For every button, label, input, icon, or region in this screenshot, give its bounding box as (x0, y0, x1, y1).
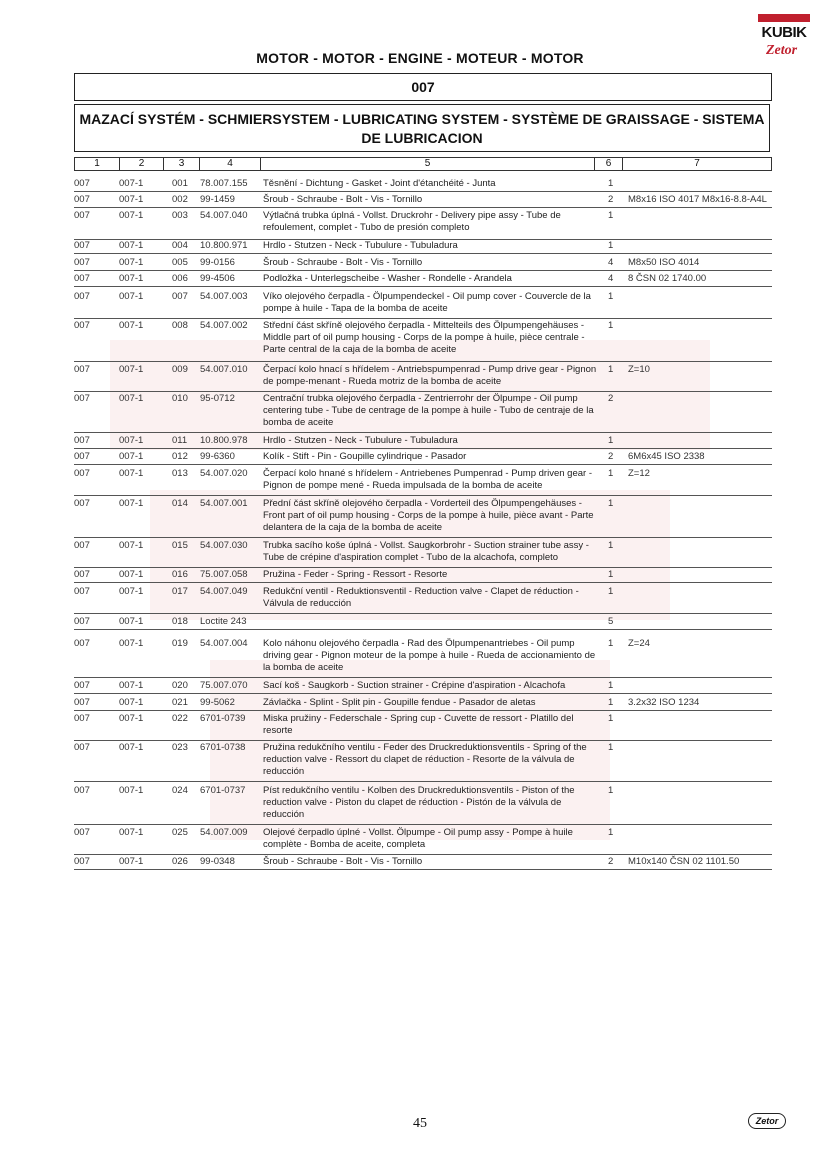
cell-part-number: 99-4506 (200, 273, 235, 284)
row-divider (74, 613, 772, 614)
column-header-row (74, 157, 772, 171)
cell-position: 009 (172, 364, 188, 375)
cell-position: 019 (172, 638, 188, 649)
cell-quantity: 2 (608, 194, 614, 205)
row-divider (74, 824, 772, 825)
cell-description: Pružina - Feder - Spring - Ressort - Resorte (263, 569, 448, 580)
cell-subgroup: 007-1 (119, 393, 144, 404)
row-divider (74, 854, 772, 855)
row-divider (74, 710, 772, 711)
cell-quantity: 2 (608, 451, 614, 462)
cell-part-number: 78.007.155 (200, 178, 248, 189)
table-row (74, 697, 772, 709)
cell-subgroup: 007-1 (119, 240, 144, 251)
table-row (74, 540, 772, 566)
cell-group: 007 (74, 468, 90, 479)
cell-subgroup: 007-1 (119, 785, 144, 796)
cell-quantity: 5 (608, 616, 614, 627)
cell-group: 007 (74, 680, 90, 691)
cell-position: 016 (172, 569, 188, 580)
section-title-box: MAZACÍ SYSTÉM - SCHMIERSYSTEM - LUBRICATING SYSTEM - SYSTÈME DE GRAISSAGE - SISTEMA DE LUBRICACION (74, 104, 770, 152)
cell-subgroup: 007-1 (119, 257, 144, 268)
group-code-box: 007 (74, 73, 772, 101)
row-divider (74, 432, 772, 433)
cell-quantity: 1 (608, 680, 614, 691)
cell-subgroup: 007-1 (119, 498, 144, 509)
table-row (74, 257, 772, 269)
cell-position: 026 (172, 856, 188, 867)
logo-kubik-text: KUBIK (761, 24, 807, 41)
cell-description: Přední část skříně olejového čerpadla - Vorderteil des Ölpumpengehäuses - Front part of oil pump housing - Corps de la pompe à huile, pièce avant - Parte delantera de la caja de la bomba de aceite (263, 498, 594, 533)
cell-position: 003 (172, 210, 188, 221)
cell-description: Těsnění - Dichtung - Gasket - Joint d'étanchéité - Junta (263, 178, 496, 189)
cell-quantity: 2 (608, 393, 614, 404)
table-row (74, 742, 772, 780)
cell-group: 007 (74, 240, 90, 251)
row-divider (74, 537, 772, 538)
cell-part-number: 99-6360 (200, 451, 235, 462)
cell-position: 025 (172, 827, 188, 838)
cell-description: Kolo náhonu olejového čerpadla - Rad des Ölpumpenantriebes - Oil pump driving gear - Pignon moteur de la pompe à huile - Rueda de accionamiento de la bomba de aceite (263, 638, 596, 673)
row-divider (74, 253, 772, 254)
cell-note: Z=10 (628, 364, 650, 375)
cell-subgroup: 007-1 (119, 586, 144, 597)
table-row (74, 638, 772, 676)
cell-group: 007 (74, 586, 90, 597)
cell-part-number: 99-1459 (200, 194, 235, 205)
table-row (74, 468, 772, 494)
cell-part-number: 54.007.049 (200, 586, 248, 597)
cell-description: Podložka - Unterlegscheibe - Washer - Rondelle - Arandela (263, 273, 512, 284)
cell-position: 020 (172, 680, 188, 691)
cell-position: 008 (172, 320, 188, 331)
cell-subgroup: 007-1 (119, 451, 144, 462)
page-number: 45 (413, 1116, 427, 1131)
cell-description: Víko olejového čerpadla - Ölpumpendeckel - Oil pump cover - Couvercle de la pompe à huile - Tapa de la bomba de aceite (263, 291, 591, 314)
cell-group: 007 (74, 210, 90, 221)
cell-position: 022 (172, 713, 188, 724)
cell-quantity: 1 (608, 638, 614, 649)
cell-quantity: 1 (608, 320, 614, 331)
cell-quantity: 1 (608, 586, 614, 597)
cell-group: 007 (74, 785, 90, 796)
table-row (74, 569, 772, 581)
col-header-5: 5 (260, 158, 594, 170)
cell-part-number: 6701-0738 (200, 742, 246, 753)
table-row (74, 616, 772, 628)
cell-position: 011 (172, 435, 188, 446)
logo-band (758, 14, 810, 22)
cell-subgroup: 007-1 (119, 742, 144, 753)
cell-description: Kolík - Stift - Pin - Goupille cylindrique - Pasador (263, 451, 467, 462)
cell-group: 007 (74, 569, 90, 580)
cell-position: 005 (172, 257, 188, 268)
cell-subgroup: 007-1 (119, 713, 144, 724)
cell-subgroup: 007-1 (119, 194, 144, 205)
cell-subgroup: 007-1 (119, 364, 144, 375)
row-divider (74, 740, 772, 741)
cell-part-number: 54.007.002 (200, 320, 248, 331)
cell-description: Píst redukčního ventilu - Kolben des Druckreduktionsventils - Piston of the reduction valve - Piston du clapet de réduction - Pistón de la válvula de reducción (263, 785, 575, 820)
cell-position: 006 (172, 273, 188, 284)
table-row (74, 320, 772, 360)
logo-zetor-text: Zetor (766, 43, 798, 58)
cell-group: 007 (74, 827, 90, 838)
cell-quantity: 1 (608, 569, 614, 580)
cell-position: 023 (172, 742, 188, 753)
cell-position: 013 (172, 468, 188, 479)
table-row (74, 586, 772, 612)
cell-subgroup: 007-1 (119, 856, 144, 867)
cell-subgroup: 007-1 (119, 827, 144, 838)
cell-part-number: 54.007.001 (200, 498, 248, 509)
cell-quantity: 1 (608, 742, 614, 753)
cell-quantity: 1 (608, 210, 614, 221)
cell-note: M8x16 ISO 4017 M8x16-8.8-A4L (628, 194, 767, 205)
kubik-zetor-logo (756, 14, 812, 64)
cell-position: 007 (172, 291, 188, 302)
cell-description: Hrdlo - Stutzen - Neck - Tubulure - Tubuladura (263, 435, 458, 446)
cell-description: Šroub - Schraube - Bolt - Vis - Tornillo (263, 856, 423, 867)
cell-part-number: 99-0156 (200, 257, 235, 268)
cell-note: M8x50 ISO 4014 (628, 257, 700, 268)
cell-description: Centrační trubka olejového čerpadla - Zentrierrohr der Ölpumpe - Oil pump centering tube - Tube de centrage de la pompe à huile - Tubo de centraje de la bomba de aceite (263, 393, 594, 428)
cell-quantity: 1 (608, 827, 614, 838)
cell-note: M10x140 ČSN 02 1101.50 (628, 856, 740, 867)
footer-zetor-logo: Zetor (748, 1113, 786, 1129)
cell-quantity: 1 (608, 468, 614, 479)
cell-description: Olejové čerpadlo úplné - Vollst. Ölpumpe - Oil pump assy - Pompe à huile complète - Bomba de aceite, completa (263, 827, 573, 850)
row-divider (74, 693, 772, 694)
cell-part-number: 75.007.058 (200, 569, 248, 580)
row-divider (74, 391, 772, 392)
cell-note: 6M6x45 ISO 2338 (628, 451, 705, 462)
col-header-2: 2 (119, 158, 163, 170)
cell-quantity: 2 (608, 856, 614, 867)
cell-description: Čerpací kolo hnané s hřídelem - Antriebenes Pumpenrad - Pump driven gear - Pignon de pompe mené - Rueda impulsada de la bomba de aceite (263, 468, 592, 491)
cell-position: 018 (172, 616, 188, 627)
table-row (74, 856, 772, 868)
cell-part-number: 10.800.978 (200, 435, 248, 446)
cell-description: Závlačka - Splint - Split pin - Goupille fendue - Pasador de aletas (263, 697, 536, 708)
cell-part-number: 95-0712 (200, 393, 235, 404)
cell-quantity: 1 (608, 697, 614, 708)
table-row (74, 713, 772, 739)
cell-group: 007 (74, 393, 90, 404)
cell-note: Z=12 (628, 468, 650, 479)
cell-part-number: 54.007.009 (200, 827, 248, 838)
cell-description: Hrdlo - Stutzen - Neck - Tubulure - Tubuladura (263, 240, 458, 251)
cell-subgroup: 007-1 (119, 210, 144, 221)
row-divider (74, 677, 772, 678)
cell-group: 007 (74, 638, 90, 649)
table-row (74, 364, 772, 390)
row-divider (74, 448, 772, 449)
cell-part-number: 54.007.003 (200, 291, 248, 302)
cell-part-number: Loctite 243 (200, 616, 247, 627)
cell-position: 014 (172, 498, 188, 509)
row-divider (74, 207, 772, 208)
cell-position: 012 (172, 451, 188, 462)
table-row (74, 785, 772, 823)
row-divider (74, 286, 772, 287)
cell-note: Z=24 (628, 638, 650, 649)
page-header-title: MOTOR - MOTOR - ENGINE - MOTEUR - MOTOR (256, 50, 584, 66)
row-divider (74, 270, 772, 271)
cell-quantity: 1 (608, 785, 614, 796)
row-divider (74, 318, 772, 319)
table-row (74, 451, 772, 463)
col-header-3: 3 (163, 158, 199, 170)
cell-subgroup: 007-1 (119, 435, 144, 446)
cell-description: Redukční ventil - Reduktionsventil - Reduction valve - Clapet de réduction - Válvula de reducción (263, 586, 579, 609)
cell-description: Šroub - Schraube - Bolt - Vis - Tornillo (263, 257, 423, 268)
cell-description: Pružina redukčního ventilu - Feder des Druckreduktionsventils - Spring of the reduction valve - Ressort du clapet de réduction - Resorte de la válvula de reducción (263, 742, 587, 777)
cell-group: 007 (74, 616, 90, 627)
cell-group: 007 (74, 498, 90, 509)
cell-part-number: 54.007.020 (200, 468, 248, 479)
cell-subgroup: 007-1 (119, 540, 144, 551)
cell-position: 024 (172, 785, 188, 796)
cell-quantity: 1 (608, 240, 614, 251)
cell-subgroup: 007-1 (119, 680, 144, 691)
row-divider (74, 567, 772, 568)
cell-position: 004 (172, 240, 188, 251)
cell-description: Střední část skříně olejového čerpadla - Mittelteils des Ölpumpengehäuses - Middle part of oil pump housing - Corps de la pompe à huile, pièce centrale - Parte central de la caja de la bomba de aceite (263, 320, 585, 355)
col-header-1: 1 (74, 158, 119, 170)
cell-quantity: 4 (608, 257, 614, 268)
cell-subgroup: 007-1 (119, 273, 144, 284)
table-row (74, 291, 772, 317)
cell-quantity: 1 (608, 713, 614, 724)
table-row (74, 498, 772, 536)
cell-part-number: 75.007.070 (200, 680, 248, 691)
table-row (74, 194, 772, 206)
row-divider (74, 781, 772, 782)
cell-group: 007 (74, 742, 90, 753)
row-divider (74, 582, 772, 583)
cell-note: 8 ČSN 02 1740.00 (628, 273, 707, 284)
cell-group: 007 (74, 435, 90, 446)
cell-quantity: 1 (608, 498, 614, 509)
cell-part-number: 54.007.030 (200, 540, 248, 551)
col-header-6: 6 (594, 158, 622, 170)
cell-part-number: 10.800.971 (200, 240, 248, 251)
cell-part-number: 6701-0739 (200, 713, 246, 724)
row-divider (74, 495, 772, 496)
cell-part-number: 54.007.010 (200, 364, 248, 375)
table-row (74, 435, 772, 447)
cell-position: 017 (172, 586, 188, 597)
cell-position: 021 (172, 697, 188, 708)
cell-description: Šroub - Schraube - Bolt - Vis - Tornillo (263, 194, 423, 205)
cell-part-number: 54.007.040 (200, 210, 248, 221)
cell-description: Sací koš - Saugkorb - Suction strainer - Crépine d'aspiration - Alcachofa (263, 680, 566, 691)
row-divider (74, 464, 772, 465)
table-row (74, 178, 772, 190)
cell-part-number: 99-0348 (200, 856, 235, 867)
cell-quantity: 4 (608, 273, 614, 284)
cell-quantity: 1 (608, 364, 614, 375)
cell-description: Trubka sacího koše úplná - Vollst. Saugkorbrohr - Suction strainer tube assy - Tube de crépine d'aspiration complet - Tubo de la alcachofa, completo (263, 540, 589, 563)
cell-part-number: 54.007.004 (200, 638, 248, 649)
row-divider (74, 869, 772, 870)
row-divider (74, 361, 772, 362)
cell-group: 007 (74, 178, 90, 189)
cell-group: 007 (74, 257, 90, 268)
cell-quantity: 1 (608, 178, 614, 189)
cell-part-number: 99-5062 (200, 697, 235, 708)
cell-subgroup: 007-1 (119, 320, 144, 331)
cell-subgroup: 007-1 (119, 178, 144, 189)
cell-position: 002 (172, 194, 188, 205)
cell-subgroup: 007-1 (119, 291, 144, 302)
cell-quantity: 1 (608, 435, 614, 446)
cell-position: 001 (172, 178, 188, 189)
cell-quantity: 1 (608, 291, 614, 302)
cell-description: Čerpací kolo hnací s hřídelem - Antriebspumpenrad - Pump drive gear - Pignon de pompe-menant - Rueda motriz de la bomba de aceite (263, 364, 597, 387)
cell-group: 007 (74, 364, 90, 375)
cell-group: 007 (74, 713, 90, 724)
cell-group: 007 (74, 451, 90, 462)
table-row (74, 240, 772, 252)
cell-subgroup: 007-1 (119, 569, 144, 580)
cell-group: 007 (74, 320, 90, 331)
cell-group: 007 (74, 856, 90, 867)
table-row (74, 393, 772, 431)
cell-subgroup: 007-1 (119, 616, 144, 627)
cell-quantity: 1 (608, 540, 614, 551)
cell-description: Výtlačná trubka úplná - Vollst. Druckrohr - Delivery pipe assy - Tube de refoulement, complet - Tubo de presión completo (263, 210, 561, 233)
cell-part-number: 6701-0737 (200, 785, 246, 796)
table-row (74, 680, 772, 692)
cell-subgroup: 007-1 (119, 468, 144, 479)
row-divider (74, 629, 772, 630)
cell-group: 007 (74, 697, 90, 708)
table-row (74, 273, 772, 285)
cell-position: 010 (172, 393, 188, 404)
cell-position: 015 (172, 540, 188, 551)
table-row (74, 827, 772, 853)
row-divider (74, 191, 772, 192)
cell-subgroup: 007-1 (119, 697, 144, 708)
table-row (74, 210, 772, 238)
cell-description: Miska pružiny - Federschale - Spring cup - Cuvette de ressort - Platillo del resorte (263, 713, 574, 736)
col-header-4: 4 (199, 158, 260, 170)
cell-subgroup: 007-1 (119, 638, 144, 649)
col-header-7: 7 (622, 158, 772, 170)
cell-group: 007 (74, 273, 90, 284)
cell-group: 007 (74, 194, 90, 205)
cell-group: 007 (74, 540, 90, 551)
cell-note: 3.2x32 ISO 1234 (628, 697, 700, 708)
cell-group: 007 (74, 291, 90, 302)
